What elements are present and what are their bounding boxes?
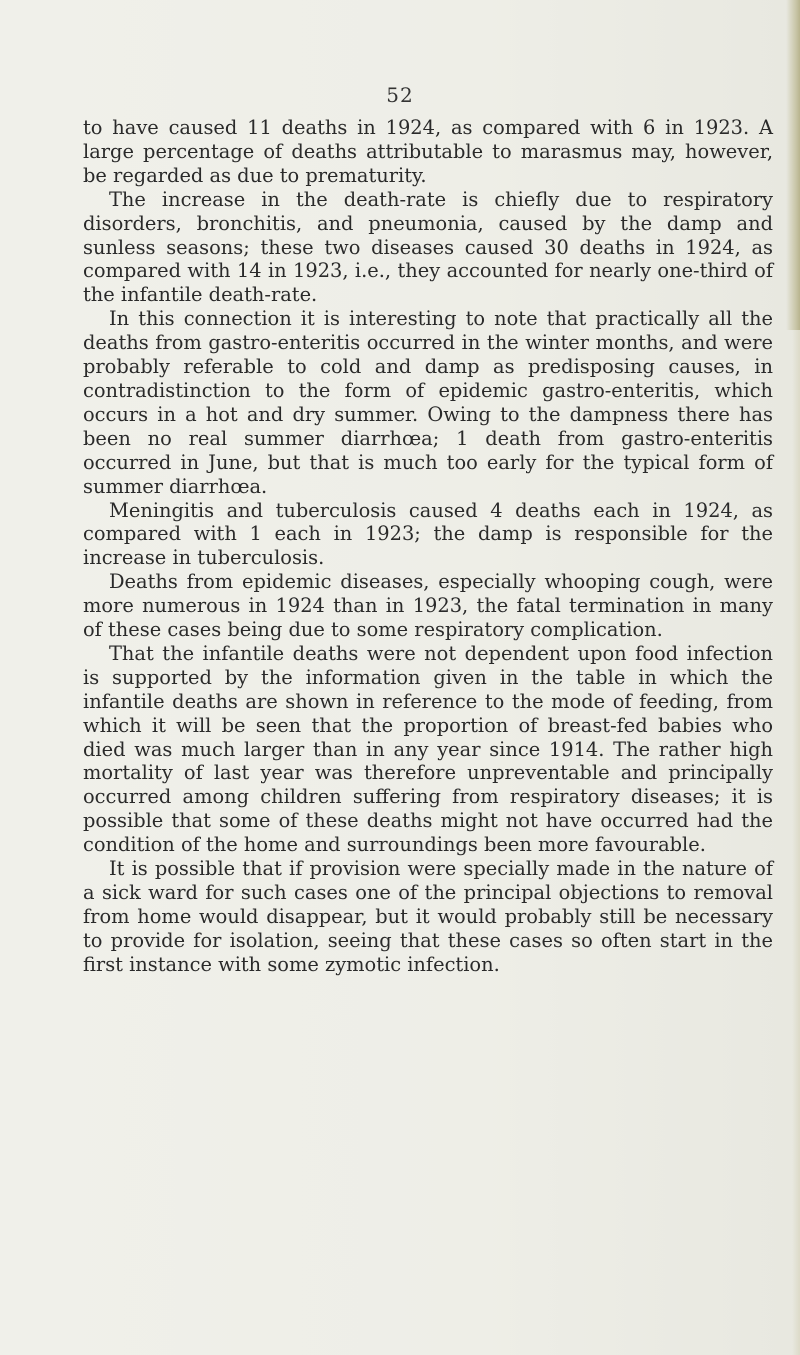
paragraph: That the infantile deaths were not dependent upon food infection is supported by the information given in the table in which the infantile deaths are shown in reference to the mode of feeding, from which it will be seen that the proportion of breast-fed babies who died was much larger than in any year since 1914. The rather high mortality of last year was therefore unpreventable and principally occurred among children suffering from respiratory diseases; it is possible that some of these deaths might not have occurred had the condition of the home and surroundings been more favourable. <box>83 641 773 857</box>
paragraph: to have caused 11 deaths in 1924, as compared with 6 in 1923. A large percentage of deaths attributable to marasmus may, however, be regarded as due to prematurity. <box>83 116 773 187</box>
page-edge-shadow-lower <box>792 330 800 1355</box>
paragraph: In this connection it is interesting to note that practically all the deaths from gastro-enteritis occurred in the winter months, and were probably referable to cold and damp as predisposing causes, in contradistinction to the form of epidemic gastro-enteritis, which occurs in a hot and dry summer. Owing to the dampness there has been no real summer diarrhœa; 1 death from gastro-enteritis occurred in June, but that is much too early for the typical form of summer diarrhœa. <box>83 307 773 498</box>
paragraph: Meningitis and tuberculosis caused 4 deaths each in 1924, as compared with 1 each in 1923; the damp is responsible for the increase in tuberculosis. <box>83 498 773 570</box>
page-edge-shadow <box>786 0 800 330</box>
paragraph: Deaths from epidemic diseases, especially whooping cough, were more numerous in 1924 than in 1923, the fatal termination in many of these cases being due to some respiratory complication. <box>83 570 773 642</box>
paragraph: It is possible that if provision were specially made in the nature of a sick ward for such cases one of the principal objections to removal from home would disappear, but it would probably still be necessary to provide for isolation, seeing that these cases so often start in the first instance with some zymotic infection. <box>83 857 773 976</box>
body-text <box>83 116 773 977</box>
paragraph: The increase in the death-rate is chiefly due to respiratory disorders, bronchitis, and pneumonia, caused by the damp and sunless seasons; these two diseases caused 30 deaths in 1924, as compared with 14 in 1923, i.e., they accounted for nearly one-third of the infantile death-rate. <box>83 187 773 307</box>
page-number: 52 <box>386 83 414 107</box>
